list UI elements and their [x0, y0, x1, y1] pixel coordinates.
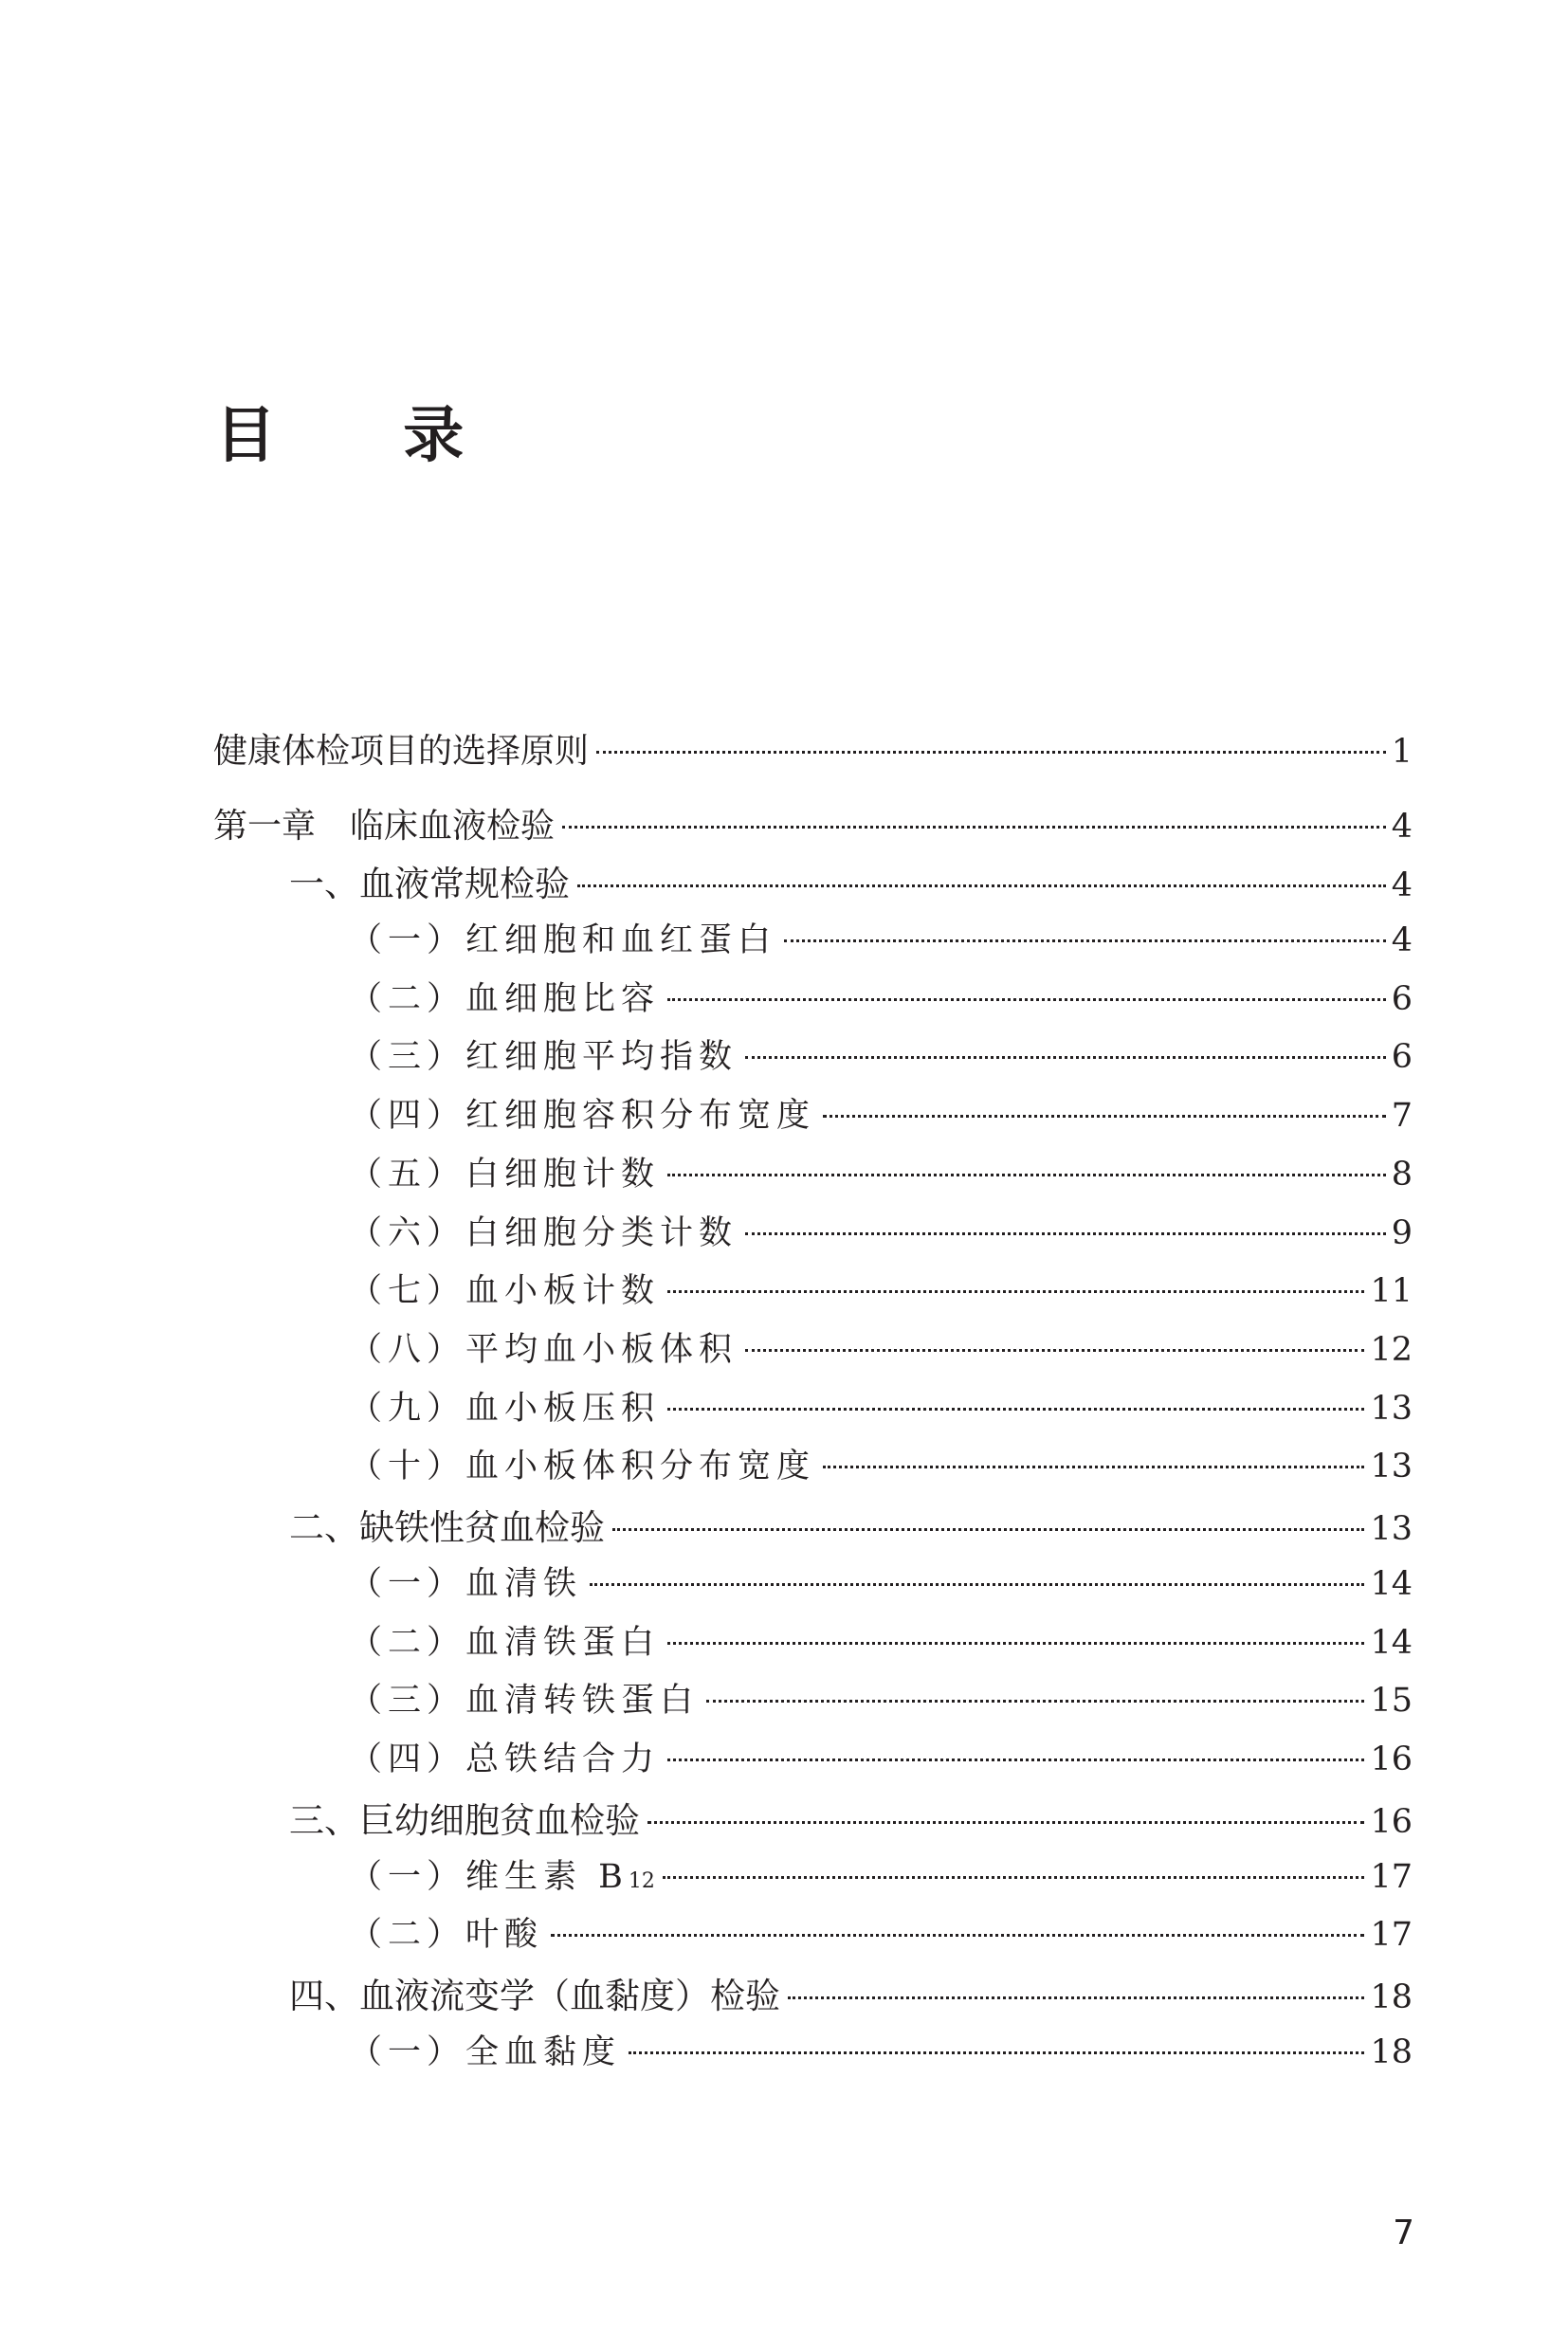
toc-entry-page: 6	[1391, 980, 1413, 1018]
toc-entry-label: （十）血小板体积分布宽度	[349, 1448, 816, 1485]
toc-entry-label: （三）红细胞平均指数	[349, 1038, 738, 1076]
dot-leader	[596, 751, 1386, 754]
toc-entry-page: 6	[1391, 1038, 1413, 1076]
dot-leader	[745, 1056, 1386, 1059]
dot-leader	[629, 2051, 1364, 2054]
dot-leader	[823, 1466, 1364, 1468]
toc-entry-label-subscript: 12	[628, 1869, 655, 1893]
toc-entry	[289, 1499, 1413, 1550]
toc-entry	[289, 1967, 1413, 2018]
toc-entry-page: 4	[1391, 921, 1413, 959]
toc-entry	[349, 2026, 1413, 2077]
toc-entry-page: 13	[1370, 1448, 1413, 1485]
toc-entry	[349, 1323, 1413, 1375]
dot-leader	[667, 1759, 1364, 1761]
toc-entry-label: （一）维生素 B	[349, 1858, 629, 1896]
toc-entry	[349, 973, 1413, 1024]
dot-leader	[667, 1408, 1364, 1411]
toc-entry	[349, 1558, 1413, 1609]
toc-entry-page: 16	[1370, 1740, 1413, 1778]
toc-entry-label: （五）白细胞计数	[349, 1156, 661, 1194]
toc-entry-page: 13	[1370, 1390, 1413, 1428]
toc-entry	[349, 1089, 1413, 1140]
toc-entry	[213, 724, 1413, 775]
toc-entry	[349, 1674, 1413, 1725]
toc-entry-page: 15	[1370, 1682, 1413, 1720]
toc-entry-label: （一）全血黏度	[349, 2033, 622, 2071]
toc-entry-page: 1	[1391, 733, 1413, 771]
toc-entry-label: （四）红细胞容积分布宽度	[349, 1097, 816, 1135]
toc-entry-page: 16	[1370, 1803, 1413, 1841]
toc-entry-page: 7	[1391, 1097, 1413, 1135]
toc-entry-page: 9	[1391, 1214, 1413, 1252]
toc-entry	[289, 1792, 1413, 1843]
dot-leader	[667, 1642, 1364, 1645]
toc-entry	[349, 1733, 1413, 1784]
dot-leader	[706, 1700, 1364, 1703]
toc-entry-page: 18	[1370, 2033, 1413, 2071]
dot-leader	[823, 1115, 1386, 1118]
toc-entry	[349, 1265, 1413, 1316]
toc-entry-label: 三、巨幼细胞贫血检验	[289, 1800, 640, 1841]
toc-entry-page: 14	[1370, 1624, 1413, 1662]
toc-entry-label: 四、血液流变学（血黏度）检验	[289, 1976, 780, 2016]
toc-entry	[349, 1850, 1413, 1902]
toc-entry-page: 17	[1370, 1916, 1413, 1954]
dot-leader	[788, 1996, 1364, 1999]
toc-entry	[349, 1148, 1413, 1199]
toc-entry	[349, 1616, 1413, 1668]
toc-entry-page: 12	[1370, 1331, 1413, 1369]
toc-entry	[349, 914, 1413, 965]
toc-entry-label: 一、血液常规检验	[289, 864, 570, 904]
toc-entry-page: 13	[1370, 1510, 1413, 1548]
dot-leader	[745, 1349, 1364, 1352]
toc-entry-page: 17	[1370, 1858, 1413, 1896]
toc-entry-label: （六）白细胞分类计数	[349, 1214, 738, 1252]
dot-leader	[667, 1290, 1364, 1293]
dot-leader	[590, 1583, 1364, 1586]
dot-leader	[667, 998, 1386, 1001]
toc-entry-label: （三）血清转铁蛋白	[349, 1682, 700, 1720]
dot-leader	[784, 939, 1386, 942]
toc-entry-label: （一）红细胞和血红蛋白	[349, 921, 777, 959]
toc-entry-label: 第一章 临床血液检验	[213, 807, 556, 846]
toc-entry-label: （二）血细胞比容	[349, 980, 661, 1018]
toc-entry-page: 14	[1370, 1565, 1413, 1603]
toc-entry-page: 18	[1370, 1978, 1413, 2016]
page-title: 目 录	[215, 400, 518, 471]
toc-entry-label: （七）血小板计数	[349, 1272, 661, 1310]
toc-entry	[349, 1207, 1413, 1258]
dot-leader	[577, 884, 1386, 887]
dot-leader	[663, 1876, 1365, 1879]
toc-entry-page: 11	[1370, 1272, 1413, 1310]
toc-entry-page: 4	[1391, 866, 1413, 904]
toc-entry-label: （一）血清铁	[349, 1565, 583, 1603]
toc-entry	[349, 1382, 1413, 1433]
toc-entry-label: （二）血清铁蛋白	[349, 1624, 661, 1662]
dot-leader	[667, 1174, 1386, 1176]
toc-entry-page: 4	[1391, 808, 1413, 846]
toc-entry-label: （九）血小板压积	[349, 1390, 661, 1428]
toc-entry-label: （四）总铁结合力	[349, 1740, 661, 1778]
toc-entry-label: 二、缺铁性贫血检验	[289, 1507, 605, 1548]
toc-entry-page: 8	[1391, 1156, 1413, 1194]
dot-leader	[745, 1232, 1386, 1235]
toc-entry-label: （二）叶酸	[349, 1916, 544, 1954]
toc-entry	[349, 1030, 1413, 1082]
toc-entry	[349, 1908, 1413, 1959]
dot-leader	[551, 1934, 1364, 1937]
toc-entry-label: （八）平均血小板体积	[349, 1331, 738, 1369]
toc-entry-label: 健康体检项目的选择原则	[213, 732, 590, 771]
dot-leader	[562, 826, 1386, 829]
dot-leader	[612, 1528, 1364, 1531]
toc-entry	[349, 1440, 1413, 1491]
toc-entry	[213, 799, 1413, 850]
dot-leader	[647, 1821, 1364, 1824]
page-number: 7	[1393, 2214, 1414, 2252]
toc-entry	[289, 855, 1413, 906]
